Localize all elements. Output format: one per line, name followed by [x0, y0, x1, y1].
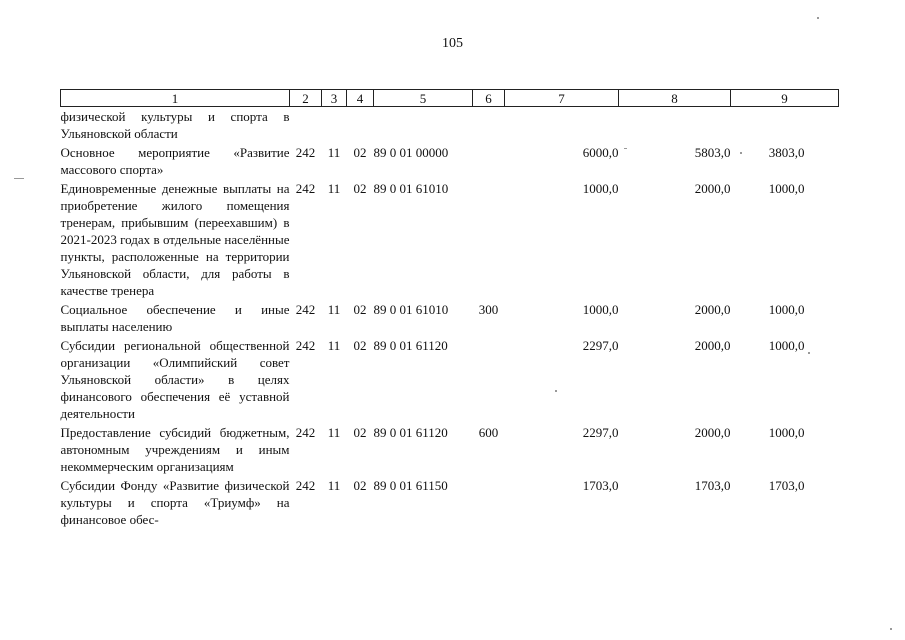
cell-subsection: 02 — [353, 302, 367, 317]
cell-amount-1: 1703,0 — [582, 478, 619, 493]
row-name: физической культуры и спорта в Ульяновской области — [60, 109, 290, 141]
cell-amount-1 — [505, 107, 619, 144]
cell-ministry: 242 — [295, 338, 316, 353]
row-name: Единовременные денежные выплаты на приобретение жилого помещения тренерам, прибывшим (переехавшим) в 2021-2023 годах в отдельные населённые пункты, расположенные на территории Ульяновской области, для работы в качестве тренера — [60, 181, 290, 298]
cell-target-article: 89 0 01 61150 — [373, 478, 448, 493]
table-row — [61, 300, 839, 336]
cell-expense-type — [473, 336, 505, 423]
cell-target-article — [374, 107, 473, 144]
cell-expense-type — [473, 476, 505, 529]
cell-amount-1: 6000,0 — [582, 145, 619, 160]
cell-subsection: 02 — [353, 338, 367, 353]
table-row — [61, 423, 839, 476]
cell-amount-2: 2000,0 — [694, 302, 731, 317]
cell-ministry: 242 — [295, 181, 316, 196]
cell-expense-type: 600 — [478, 425, 499, 440]
cell-target-article: 89 0 01 61010 — [373, 302, 449, 317]
row-name: Основное мероприятие «Развитие массового спорта» — [60, 145, 290, 177]
cell-amount-2: 1703,0 — [694, 478, 731, 493]
table-row — [61, 179, 839, 300]
cell-expense-type — [473, 143, 505, 179]
cell-subsection: 02 — [353, 425, 367, 440]
scan-speck — [555, 390, 557, 392]
cell-target-article: 89 0 01 61120 — [373, 425, 448, 440]
cell-amount-3: 1000,0 — [768, 302, 805, 317]
header-cell: 5 — [374, 90, 473, 107]
budget-table — [60, 89, 839, 529]
header-cell: 1 — [61, 90, 290, 107]
row-name: Субсидии Фонду «Развитие физической культуры и спорта «Триумф» на финансовое обес- — [60, 478, 290, 527]
table-header-row — [61, 90, 839, 107]
cell-amount-3: 1000,0 — [768, 181, 805, 196]
row-name: Субсидии региональной общественной организации «Олимпийский совет Ульяновской области» в целях финансового обеспечения её уставной деятельности — [60, 338, 290, 421]
row-name: Социальное обеспечение и иные выплаты населению — [60, 302, 290, 334]
scan-speck — [740, 152, 742, 154]
cell-amount-2 — [619, 107, 731, 144]
cell-amount-1: 2297,0 — [582, 425, 619, 440]
cell-section: 11 — [327, 181, 341, 196]
cell-amount-3 — [731, 107, 839, 144]
cell-section — [322, 107, 347, 144]
cell-subsection: 02 — [353, 478, 367, 493]
cell-subsection — [347, 107, 374, 144]
cell-amount-3: 1703,0 — [768, 478, 805, 493]
row-name: Предоставление субсидий бюджетным, автономным учреждениям и иным некоммерческим организациям — [60, 425, 290, 474]
cell-target-article: 89 0 01 61120 — [373, 338, 448, 353]
scan-speck — [14, 178, 24, 179]
cell-ministry — [290, 107, 322, 144]
header-cell: 4 — [347, 90, 374, 107]
scan-speck — [817, 17, 819, 19]
cell-amount-2: 2000,0 — [694, 425, 731, 440]
cell-target-article: 89 0 01 00000 — [373, 145, 449, 160]
scan-speck — [624, 148, 627, 149]
cell-amount-3: 1000,0 — [768, 338, 805, 353]
cell-amount-2: 2000,0 — [694, 181, 731, 196]
header-cell: 7 — [505, 90, 619, 107]
header-cell: 8 — [619, 90, 731, 107]
cell-subsection: 02 — [353, 181, 367, 196]
cell-amount-2: 2000,0 — [694, 338, 731, 353]
header-cell: 6 — [473, 90, 505, 107]
table-row — [61, 143, 839, 179]
cell-ministry: 242 — [295, 145, 316, 160]
cell-expense-type — [473, 107, 505, 144]
cell-amount-3: 1000,0 — [768, 425, 805, 440]
cell-amount-2: 5803,0 — [694, 145, 731, 160]
cell-ministry: 242 — [295, 302, 316, 317]
table-row — [61, 107, 839, 144]
cell-expense-type — [473, 179, 505, 300]
cell-ministry: 242 — [295, 425, 316, 440]
cell-amount-1: 2297,0 — [582, 338, 619, 353]
header-cell: 2 — [290, 90, 322, 107]
table-row — [61, 336, 839, 423]
cell-ministry: 242 — [295, 478, 316, 493]
table-row — [61, 476, 839, 529]
cell-section: 11 — [327, 425, 341, 440]
scan-speck — [890, 628, 892, 630]
header-cell: 9 — [731, 90, 839, 107]
cell-amount-3: 3803,0 — [768, 145, 805, 160]
cell-amount-1: 1000,0 — [582, 181, 619, 196]
page-number: 105 — [442, 36, 463, 51]
header-cell: 3 — [322, 90, 347, 107]
cell-section: 11 — [327, 478, 341, 493]
cell-section: 11 — [327, 145, 341, 160]
cell-subsection: 02 — [353, 145, 367, 160]
cell-amount-1: 1000,0 — [582, 302, 619, 317]
cell-section: 11 — [327, 338, 341, 353]
cell-expense-type: 300 — [478, 302, 499, 317]
cell-section: 11 — [327, 302, 341, 317]
cell-target-article: 89 0 01 61010 — [373, 181, 449, 196]
scan-speck — [808, 352, 810, 354]
